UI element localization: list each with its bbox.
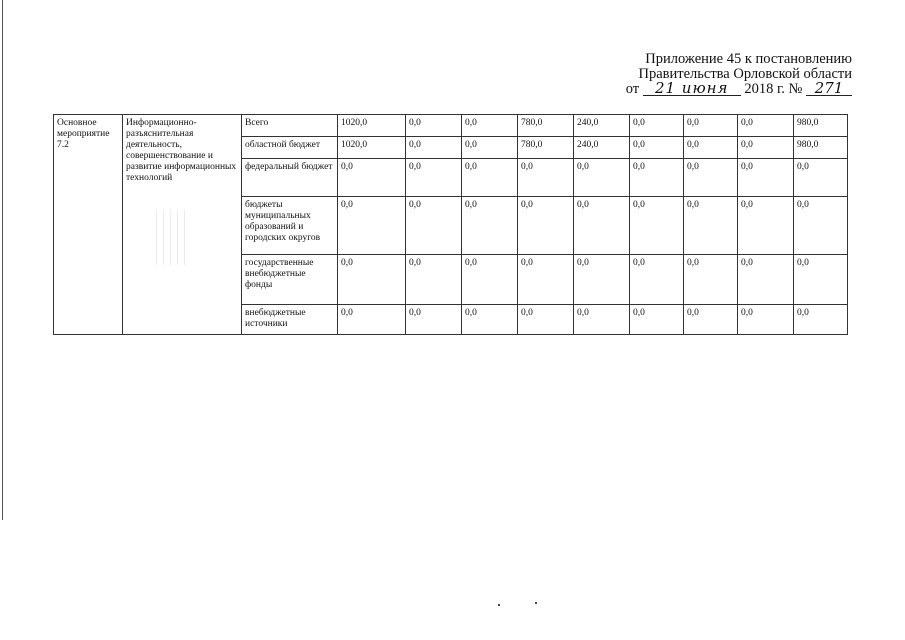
value-cell: 0,0 <box>574 159 630 197</box>
funding-source-cell: государственные внебюджетные фонды <box>242 255 338 305</box>
value-cell: 0,0 <box>462 137 518 159</box>
funding-source-cell: федеральный бюджет <box>242 159 338 197</box>
value-cell: 0,0 <box>794 197 848 255</box>
value-cell: 0,0 <box>338 197 406 255</box>
value-cell: 1020,0 <box>338 137 406 159</box>
value-cell: 0,0 <box>684 197 738 255</box>
value-cell: 0,0 <box>574 197 630 255</box>
value-cell: 0,0 <box>462 115 518 137</box>
value-cell: 0,0 <box>462 305 518 335</box>
value-cell: 0,0 <box>518 255 574 305</box>
value-cell: 240,0 <box>574 115 630 137</box>
from-label: от <box>625 81 640 97</box>
value-cell: 780,0 <box>518 115 574 137</box>
value-cell: 0,0 <box>630 197 684 255</box>
value-cell: 0,0 <box>738 159 794 197</box>
document-header <box>600 52 852 97</box>
value-cell: 0,0 <box>338 255 406 305</box>
funding-source-cell: областной бюджет <box>242 137 338 159</box>
value-cell: 0,0 <box>574 255 630 305</box>
value-cell: 0,0 <box>406 305 462 335</box>
value-cell: 0,0 <box>338 159 406 197</box>
value-cell: 0,0 <box>738 197 794 255</box>
scan-dot <box>535 602 537 604</box>
value-cell: 0,0 <box>738 137 794 159</box>
value-cell: 0,0 <box>518 197 574 255</box>
value-cell: 0,0 <box>338 305 406 335</box>
scan-smudge <box>150 210 190 265</box>
value-cell: 0,0 <box>684 305 738 335</box>
value-cell: 780,0 <box>518 137 574 159</box>
handwritten-number: 271 <box>806 82 852 96</box>
value-cell: 0,0 <box>406 197 462 255</box>
value-cell: 0,0 <box>406 115 462 137</box>
value-cell: 0,0 <box>794 305 848 335</box>
value-cell: 0,0 <box>738 255 794 305</box>
value-cell: 0,0 <box>630 159 684 197</box>
value-cell: 0,0 <box>794 255 848 305</box>
activity-name-cell: Информационно-разъяснительная деятельность, совершенствование и развитие информационных технологий <box>123 115 242 335</box>
value-cell: 0,0 <box>574 305 630 335</box>
value-cell: 0,0 <box>406 137 462 159</box>
value-cell: 0,0 <box>684 255 738 305</box>
value-cell: 980,0 <box>794 115 848 137</box>
value-cell: 0,0 <box>684 159 738 197</box>
value-cell: 0,0 <box>630 137 684 159</box>
value-cell: 0,0 <box>518 305 574 335</box>
year-label: 2018 г. № <box>744 81 803 97</box>
activity-code-cell: Основное мероприятие 7.2 <box>54 115 123 335</box>
value-cell: 0,0 <box>462 159 518 197</box>
header-line-1: Приложение 45 к постановлению <box>645 51 852 67</box>
header-line-2: Правительства Орловской области <box>638 66 852 82</box>
value-cell: 980,0 <box>794 137 848 159</box>
handwritten-date: 21 июня <box>643 82 741 96</box>
value-cell: 0,0 <box>518 159 574 197</box>
funding-source-cell: внебюджетные источники <box>242 305 338 335</box>
table-row <box>54 115 848 137</box>
value-cell: 0,0 <box>630 305 684 335</box>
value-cell: 0,0 <box>630 255 684 305</box>
value-cell: 0,0 <box>406 159 462 197</box>
scan-dot <box>498 604 500 606</box>
page-edge-line <box>2 0 3 520</box>
value-cell: 0,0 <box>406 255 462 305</box>
header-date-line <box>600 79 852 97</box>
value-cell: 0,0 <box>684 115 738 137</box>
value-cell: 0,0 <box>462 255 518 305</box>
funding-source-cell: Всего <box>242 115 338 137</box>
value-cell: 0,0 <box>738 115 794 137</box>
value-cell: 1020,0 <box>338 115 406 137</box>
value-cell: 0,0 <box>794 159 848 197</box>
funding-source-cell: бюджеты муниципальных образований и городских округов <box>242 197 338 255</box>
value-cell: 0,0 <box>462 197 518 255</box>
value-cell: 0,0 <box>630 115 684 137</box>
value-cell: 0,0 <box>684 137 738 159</box>
value-cell: 240,0 <box>574 137 630 159</box>
value-cell: 0,0 <box>738 305 794 335</box>
